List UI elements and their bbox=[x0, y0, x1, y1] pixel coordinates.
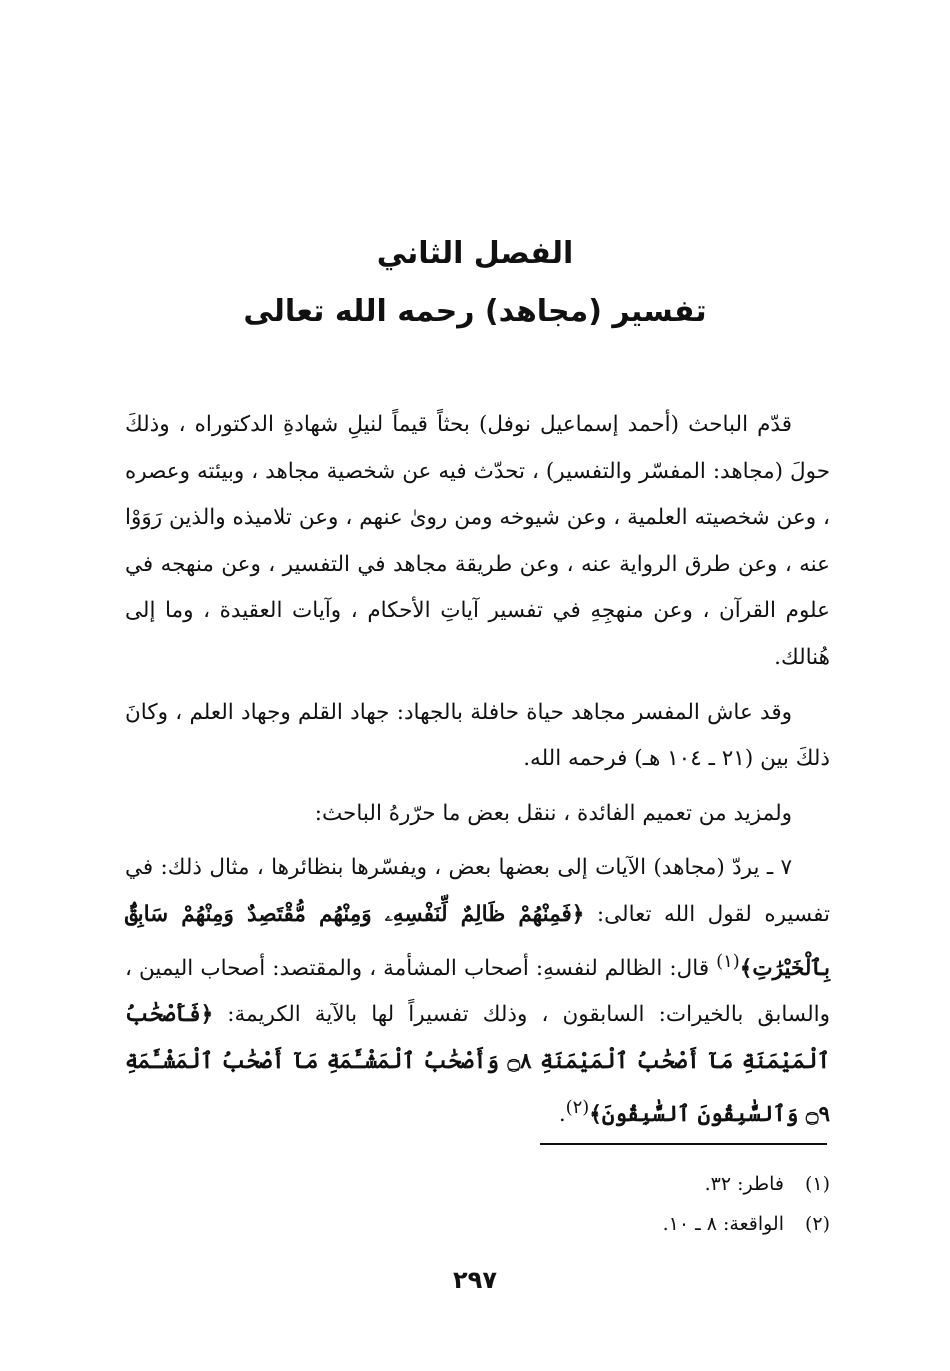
paragraph-transition: ولمزيد من تعميم الفائدة ، ننقل بعض ما حرّرهُ الباحث: bbox=[314, 800, 792, 826]
paragraph-intro: قدّم الباحث (أحمد إسماعيل نوفل) بحثاً قيماً لنيلِ شهادةِ الدكتوراه ، وذلكَ حولَ (مجاهد: المفسّر والتفسير) ، تحدّث فيه عن شخصية مجاهد ، وبيئته وعصره ، وعن شخصيته العلمية ، وعن شيوخه ومن روىٰ عنهم ، وعن تلاميذه والذين رَوَوْا عنه ، وعن طرق الرواية عنه ، وعن طريقة مجاهد في التفسير ، وعن منهجه في علوم القرآن ، وعن منهجِهِ في تفسير آياتِ الأحكام ، وآيات العقيدة ، وما إلى هُنالك. bbox=[125, 412, 830, 670]
footnotes bbox=[125, 1164, 830, 1244]
footnote-text: فاطر: ٣٢. bbox=[704, 1173, 784, 1195]
item7-intro: ٧ ـ يردّ (مجاهد) الآيات إلى بعضها بعض ، ويفسّرها بنظائرها ، مثال ذلك: في تفسيره لقول الله تعالى: bbox=[125, 855, 830, 927]
footnote-number: (٢) bbox=[804, 1213, 830, 1235]
chapter-heading: الفصل الثاني bbox=[376, 236, 574, 271]
footnote-ref-1: (١) bbox=[716, 950, 740, 972]
footnote-number: (١) bbox=[804, 1173, 830, 1195]
chapter-title: تفسير (مجاهد) رحمه الله تعالى bbox=[243, 294, 707, 329]
item7-end: . bbox=[558, 1102, 566, 1128]
quran-verse-waqia: ﴿فَأَصْحَٰبُ ٱلْمَيْمَنَةِ مَآ أَصْحَٰبُ ٱلْمَيْمَنَةِ ۝٨ وَأَصْحَٰبُ ٱلْمَشْـَٔمَةِ مَآ أَصْحَٰبُ ٱلْمَشْـَٔمَةِ ۝٩ وَٱلسَّٰبِقُونَ ٱلسَّٰبِقُونَ﴾ bbox=[125, 1002, 831, 1128]
body-text bbox=[125, 402, 830, 1147]
item7-explanation: قال: الظالم لنفسهِ: أصحاب المشأمة ، والمقتصد: أصحاب اليمين ، والسابق بالخيرات: السابقون ، وذلك تفسيراً لها بالآية الكريمة: bbox=[125, 955, 830, 1028]
page-number: ٢٩٧ bbox=[453, 1266, 497, 1294]
footnote-1 bbox=[125, 1164, 830, 1204]
paragraph-life: وقد عاش المفسر مجاهد حياة حافلة بالجهاد: جهاد القلم وجهاد العلم ، وكانَ ذلكَ بين (٢١ ـ ١٠٤ هـ) فرحمه الله. bbox=[125, 699, 830, 772]
footnote-divider bbox=[540, 1143, 827, 1145]
quran-verse-fatir: ﴿فَمِنْهُمْ ظَالِمٌ لِّنَفْسِهِۦ وَمِنْهُم مُّقْتَصِدٌ وَمِنْهُمْ سَابِقٌۢ بِٱلْخَيْرَٰتِ﴾ bbox=[125, 901, 830, 981]
footnote-2 bbox=[125, 1204, 830, 1244]
footnote-text: الواقعة: ٨ ـ ١٠. bbox=[662, 1213, 784, 1235]
paragraph-item-7 bbox=[125, 845, 830, 1139]
footnote-ref-2: (٢) bbox=[565, 1097, 590, 1119]
